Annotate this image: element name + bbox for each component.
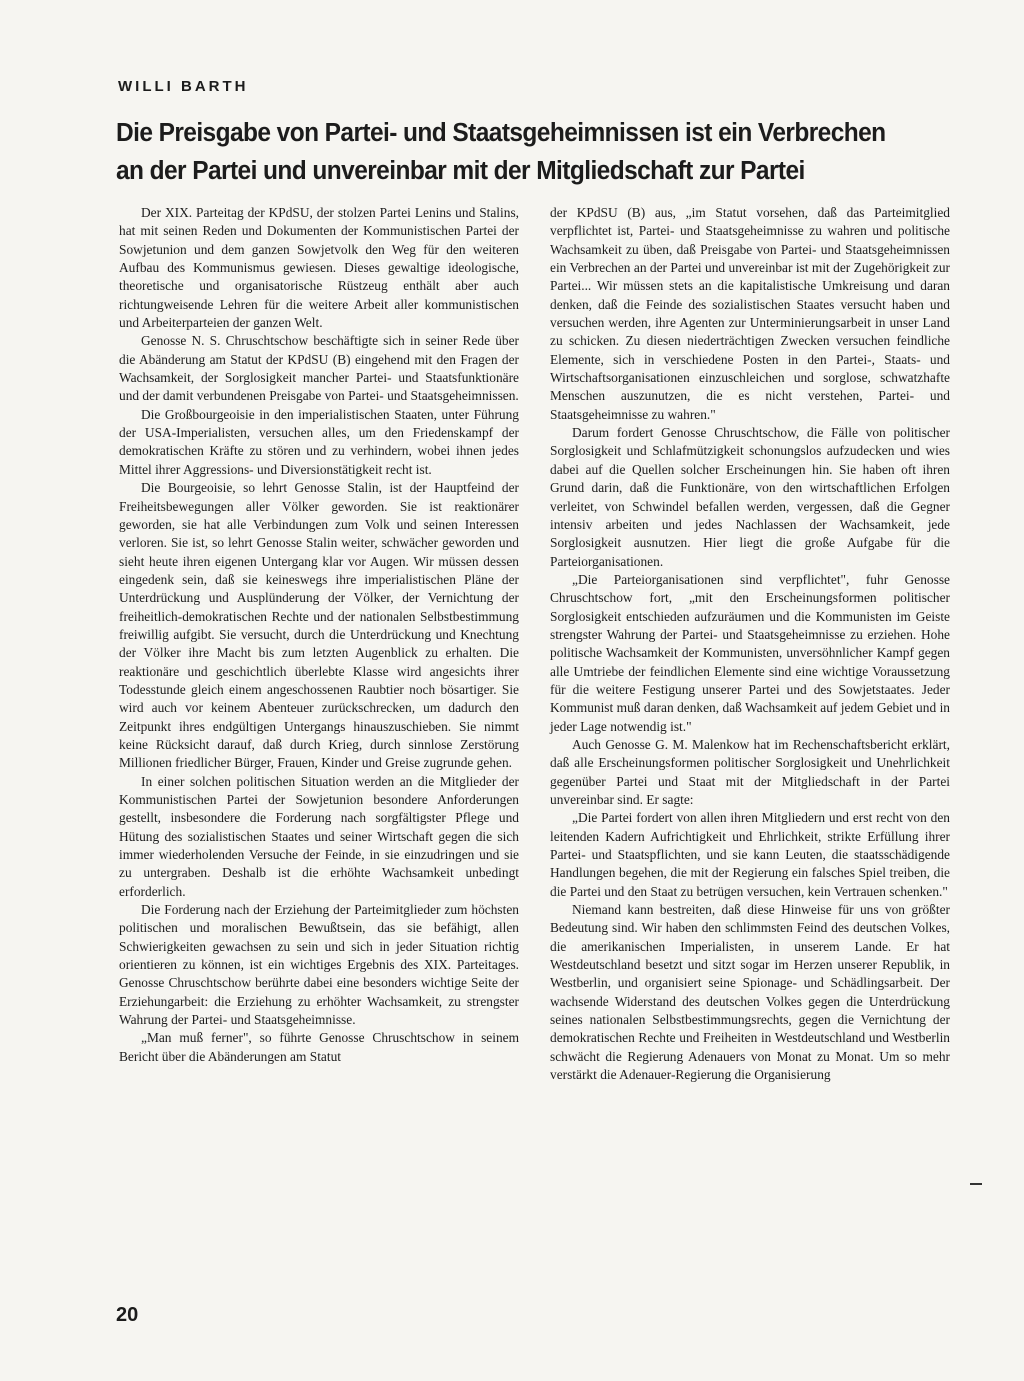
page-number: 20 — [116, 1304, 139, 1326]
margin-mark — [970, 1183, 982, 1185]
article-title-line-1: Die Preisgabe von Partei- und Staatsgeheimnissen ist ein Verbrechen — [116, 119, 886, 147]
paragraph: In einer solchen politischen Situation werden an die Mitglieder der Kommunistischen Partei der Sowjetunion besondere Anforderungen gestellt, insbesondere die Forderung nach sorgfältigster Pflege und Hütung des sozialistischen Staates und seiner Wirtschaft gegen die sich immer wiederholenden Versuche der Feinde, in sie einzudringen und sie zu untergraben. Deshalb ist die erhöhte Wachsamkeit unbedingt erforderlich. — [119, 773, 519, 899]
paragraph: Auch Genosse G. M. Malenkow hat im Rechenschaftsbericht erklärt, daß alle Erscheinungsformen politischer Sorglosigkeit und Unehrlichkeit gegenüber Partei und Staat mit der Mitgliedschaft in der Partei unvereinbar sind. Er sagte: — [550, 736, 950, 807]
article-title — [116, 114, 928, 190]
paragraph: Die Bourgeoisie, so lehrt Genosse Stalin, ist der Hauptfeind der Freiheitsbewegungen aller Völker geworden. Sie ist reaktionärer geworden, sie hat alle Verbindungen zum Volk und seinen Interessen verloren. Sie ist, so lehrt Genosse Stalin weiter, schwächer geworden und sieht heute ihren eigenen Untergang klar vor Augen. Wir müssen dessen eingedenk sein, daß sie keineswegs ihre imperialistischen Pläne der Unterdrückung und Ausplünderung der Völker, der Vernichtung der freiheitlich-demokratischen Rechte und der nationalen Selbstbestimmung freiwillig aufgibt. Sie versucht, durch die Unterdrückung und Knechtung der Völker ihre Macht bis zum letzten Augenblick zu erhalten. Die reaktionäre und geschichtlich überlebte Klasse wird angesichts ihrer Todesstunde gleich einem angeschossenen Raubtier noch bösartiger. Sie wird auch vor keinem Abenteuer zurückschrecken, um dadurch den Zeitpunkt ihres endgültigen Untergangs hinauszuschieben. Sie nimmt keine Rücksicht darauf, daß durch Krieg, durch sinnlose Zerstörung Millionen friedlicher Bürger, Frauen, Kinder und Greise zugrunde gehen. — [119, 480, 519, 771]
paragraph: Genosse N. S. Chruschtschow beschäftigte sich in seiner Rede über die Abänderung am Statut der KPdSU (B) eingehend mit den Fragen der Wachsamkeit, der Sorglosigkeit mancher Partei- und Staatsfunktionäre und der damit verbundenen Preisgabe von Partei- und Staatsgeheimnissen. — [119, 333, 519, 404]
paragraph-continued: der KPdSU (B) aus, „im Statut vorsehen, daß das Parteimitglied verpflichtet ist, Partei- und Staatsgeheimnisse zu wahren und politische Wachsamkeit zu üben, daß Preisgabe von Partei- und Staatsgeheimnissen ein Verbrechen an der Partei und unvereinbar ist mit der Zugehörigkeit zur Partei... Wir müssen stets an die kapitalistische Umkreisung und daran denken, daß die Feinde des sozialistischen Staates versucht haben und versuchen werden, ihre Agenten zur Unterminierungsarbeit in unser Land zu schicken. Zu diesen niederträchtigen Zwecken versuchen feindliche Elemente, sich in verschiedene Posten in den Partei-, Staats- und Wirtschaftsorganisationen einzuschleichen und sorglose, schwatzhafte Menschen auszunutzen, die es nicht verstehen, Partei- und Staatsgeheimnisse zu wahren." — [550, 205, 950, 422]
paragraph: Die Forderung nach der Erziehung der Parteimitglieder zum höchsten politischen und moralischen Bewußtsein, das sie befähigt, allen Schwierigkeiten gewachsen zu sein und sich in jeder Situation richtig orientieren zu können, ist ein wichtiges Ergebnis des XIX. Parteitages. Genosse Chruschtschow berührte dabei eine besonders wichtige Seite der Erziehungarbeit: die Erziehung zu erhöhter Wachsamkeit, zu strengster Wahrung der Partei- und Staatsgeheimnisse. — [119, 902, 519, 1028]
paragraph: „Die Parteiorganisationen sind verpflichtet", fuhr Genosse Chruschtschow fort, „mit den Erscheinungsformen politischer Sorglosigkeit entschieden aufzuräumen und die Kommunisten im Geiste strengster Wahrung der Partei- und Staatsgeheimnisse zu erziehen. Hohe politische Wachsamkeit der Kommunisten, unversöhnlicher Kampf gegen alle Umtriebe der feindlichen Elemente sind eine wichtige Voraussetzung für die weitere Festigung unserer Partei und des Sowjetstaates. Jeder Kommunist muß daran denken, daß Wachsamkeit auf jedem Gebiet und in jeder Lage notwendig ist." — [550, 571, 950, 734]
article-title-line-2: an der Partei und unvereinbar mit der Mitgliedschaft zur Partei — [116, 157, 805, 185]
paragraph: Der XIX. Parteitag der KPdSU, der stolzen Partei Lenins und Stalins, hat mit seinen Reden und Dokumenten der Kommunistischen Partei der Sowjetunion und dem ganzen Sowjetvolk den Weg für den weiteren Aufbau des Kommunismus gewiesen. Dieses gewaltige ideologische, theoretische und organisatorische Rüstzeug enthält aber auch richtungweisende Lehren für die weitere Arbeit aller kommunistischen und Arbeiterparteien der ganzen Welt. — [119, 205, 519, 331]
left-column — [119, 204, 519, 1066]
paragraph: Darum fordert Genosse Chruschtschow, die Fälle von politischer Sorglosigkeit und Schlafmützigkeit schonungslos aufzudecken und wies dabei auf die Quellen solcher Erscheinungen hin. Sie haben oft ihren Grund darin, daß die Funktionäre, von den wirtschaftlichen Erfolgen verleitet, von Schwindel befallen werden, vergessen, daß die Gegner intensiv arbeiten und jedes Nachlassen der Wachsamkeit, jede Sorglosigkeit ausnutzen. Hier liegt die große Aufgabe für die Parteiorganisationen. — [550, 425, 950, 569]
right-column — [550, 204, 950, 1085]
paragraph: „Man muß ferner", so führte Genosse Chruschtschow in seinem Bericht über die Abänderungen am Statut — [119, 1030, 519, 1064]
paragraph: Niemand kann bestreiten, daß diese Hinweise für uns von größter Bedeutung sind. Wir haben den schlimmsten Feind des deutschen Volkes, die amerikanischen Imperialisten, in unserem Lande. Er hat Westdeutschland besetzt und sitzt sogar im Herzen unserer Republik, in Westberlin, und organisiert seine Spionage- und Schädlingsarbeit. Der wachsende Widerstand des deutschen Volkes gegen die Unterdrückung seines nationalen Selbstbestimmungsrechts, gegen die Vernichtung der demokratischen Rechte und Freiheiten in Westdeutschland und Westberlin schwächt die Regierung Adenauers von Monat zu Monat. Um so mehr verstärkt die Adenauer-Regierung die Organisierung — [550, 902, 950, 1083]
paragraph: „Die Partei fordert von allen ihren Mitgliedern und erst recht von den leitenden Kadern Aufrichtigkeit und Ehrlichkeit, strikte Erfüllung ihrer Partei- und Staatspflichten, und sie kann Leuten, die staatsschädigende Handlungen begehen, die mit der Regierung ein falsches Spiel treiben, die die Partei und den Staat zu betrügen versuchen, kein Vertrauen schenken." — [550, 810, 950, 899]
paragraph: Die Großbourgeoisie in den imperialistischen Staaten, unter Führung der USA-Imperialisten, versuchen alles, um den Friedenskampf der demokratischen Kräfte zu stören und zu verhindern, wobei ihnen jedes Mittel ihrer Aggressions- und Diversionstätigkeit recht ist. — [119, 406, 519, 477]
author-name: WILLI BARTH — [118, 78, 249, 95]
